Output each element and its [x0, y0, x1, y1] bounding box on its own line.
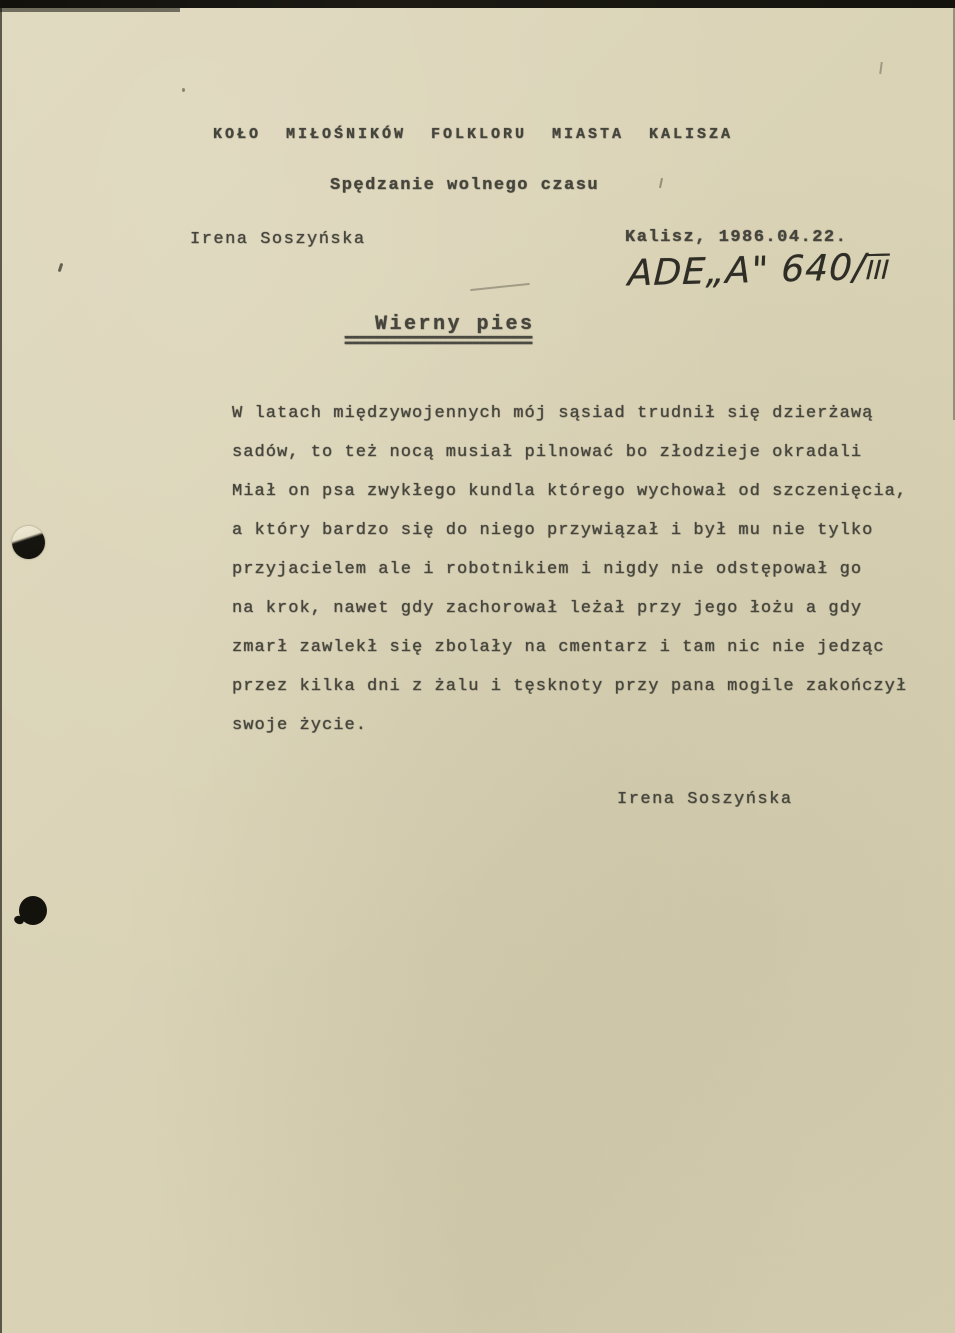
title-underline: ========================= [344, 330, 532, 355]
body-line-7: zmarł zawlekł się zbolały na cmentarz i tam nic nie jedząc [232, 638, 885, 657]
document-subtitle: Spędzanie wolnego czasu [330, 176, 600, 195]
paper-speck [182, 88, 185, 92]
author-name: Irena Soszyńska [190, 230, 366, 249]
signature: Irena Soszyńska [617, 790, 793, 809]
annotation-text: ADE„A" 640/ [627, 247, 868, 295]
handwritten-archival-annotation [627, 247, 890, 295]
organization-header: KOŁO MIŁOŚNIKÓW FOLKLORU MIASTA KALISZA [213, 126, 734, 143]
place-and-date: Kalisz, 1986.04.22. [625, 228, 848, 247]
body-line-3: Miał on psa zwykłego kundla którego wychował od szczenięcia, [232, 482, 908, 501]
body-line-5: przyjacielem ale i robotnikiem i nigdy nie odstępował go [232, 560, 863, 579]
paper-speck [58, 263, 64, 272]
body-line-8: przez kilka dni z żalu i tęsknoty przy pana mogile zakończył [232, 677, 908, 696]
annotation-roman-numeral: $\overline{III}$ [865, 255, 890, 287]
body-line-4: a który bardzo się do niego przywiązał i był mu nie tylko [232, 521, 874, 540]
body-line-2: sadów, to też nocą musiał pilnować bo złodzieje okradali [232, 443, 863, 462]
body-line-6: na krok, nawet gdy zachorował leżał przy jego łożu a gdy [232, 599, 863, 618]
scan-edge-top [0, 0, 955, 8]
scan-edge-left [0, 0, 2, 1333]
document-title: Wierny pies [375, 313, 535, 336]
body-line-1: W latach międzywojennych mój sąsiad trudnił się dzierżawą [232, 404, 874, 423]
paper-speck [659, 178, 663, 188]
hole-punch-top [10, 524, 47, 561]
paper-speck [879, 62, 883, 74]
pencil-dash-mark [470, 283, 530, 291]
body-line-9: swoje życie. [232, 716, 368, 735]
